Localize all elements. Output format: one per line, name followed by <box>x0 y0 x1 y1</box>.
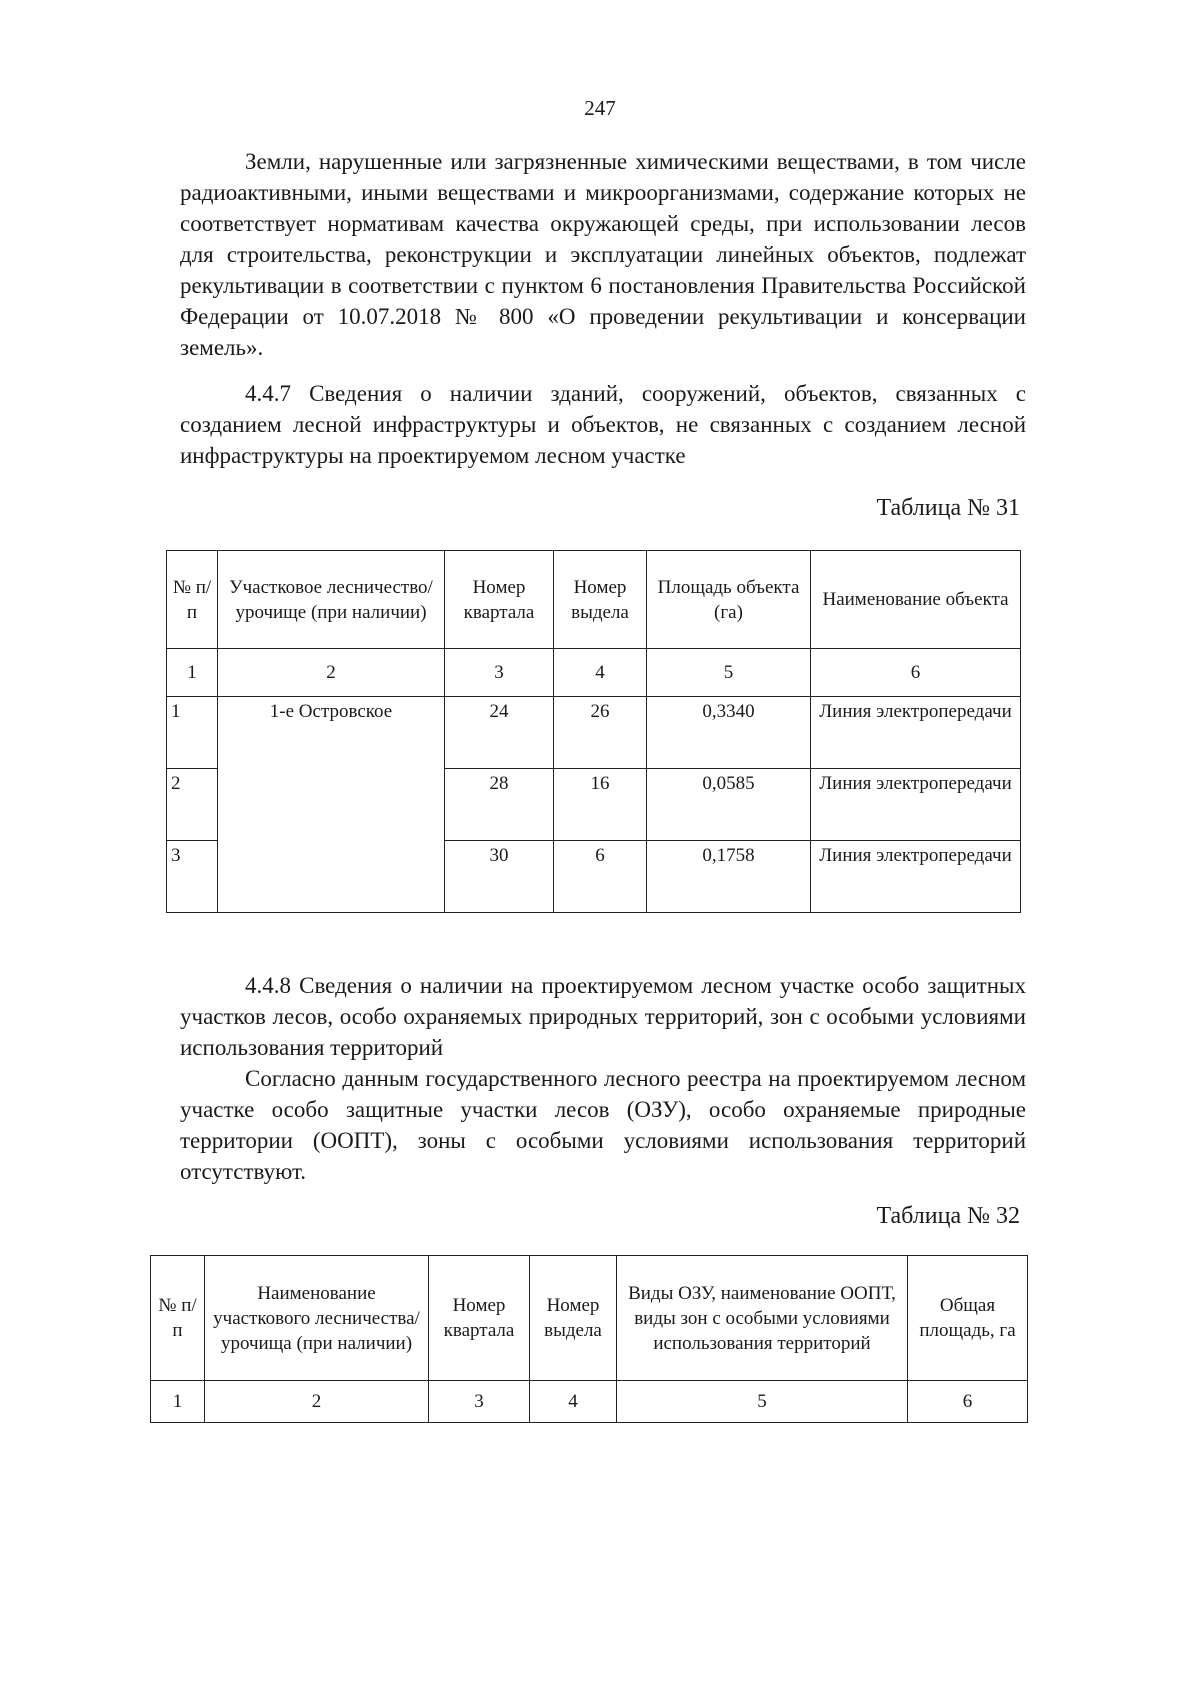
header-cell: Наименование участкового лесничества/урочища (при наличии) <box>205 1256 429 1381</box>
header-cell: № п/п <box>151 1256 205 1381</box>
cell: 3 <box>429 1381 530 1423</box>
cell: 5 <box>647 649 811 697</box>
table-31 <box>166 550 1021 913</box>
section-heading: 4.4.7 Сведения о наличии зданий, сооружений, объектов, связанных с созданием лесной инфраструктуры и объектов, не связанных с созданием лесной инфраструктуры на проектируемом лесном участке <box>180 381 1026 468</box>
cell: Линия электропередачи <box>811 841 1021 913</box>
table-header-row <box>151 1256 1028 1381</box>
cell: 2 <box>167 769 218 841</box>
table-row <box>167 697 1021 769</box>
cell: Линия электропередачи <box>811 697 1021 769</box>
table-32 <box>150 1255 1028 1423</box>
cell: 5 <box>617 1381 908 1423</box>
numbering-row <box>151 1381 1028 1423</box>
header-cell: Общая площадь, га <box>908 1256 1028 1381</box>
cell: 0,0585 <box>647 769 811 841</box>
cell: 6 <box>811 649 1021 697</box>
table-31-label: Таблица № 31 <box>876 495 1020 521</box>
cell: 6 <box>554 841 647 913</box>
cell: 30 <box>445 841 554 913</box>
cell: 0,3340 <box>647 697 811 769</box>
forestry-cell: 1-е Островское <box>218 697 445 913</box>
section-heading: 4.4.8 Сведения о наличии на проектируемом лесном участке особо защитных участков лесов, особо охраняемых природных территорий, зон с особыми условиями использования территорий <box>180 973 1026 1060</box>
table-32-label: Таблица № 32 <box>876 1203 1020 1229</box>
table-header-row <box>167 551 1021 649</box>
cell: 2 <box>205 1381 429 1423</box>
cell: 6 <box>908 1381 1028 1423</box>
header-cell: Площадь объекта (га) <box>647 551 811 649</box>
cell: 4 <box>530 1381 617 1423</box>
header-cell: Номер квартала <box>445 551 554 649</box>
section-4-4-7 <box>180 378 1026 471</box>
cell: 1 <box>167 649 218 697</box>
numbering-row <box>167 649 1021 697</box>
header-cell: Номер выдела <box>530 1256 617 1381</box>
section-4-4-8 <box>180 970 1026 1187</box>
cell: 4 <box>554 649 647 697</box>
paragraph-recultivation <box>180 146 1026 363</box>
cell: 28 <box>445 769 554 841</box>
paragraph-text: Земли, нарушенные или загрязненные химическими веществами, в том числе радиоактивными, иными веществами и микроорганизмами, содержание которых не соответствует нормативам качества окружающей среды, при использовании лесов для строительства, реконструкции и эксплуатации линейных объектов, подлежат рекультивации в соответствии с пунктом 6 постановления Правительства Российской Федерации от 10.07.2018 № 800 «О проведении рекультивации и консервации земель». <box>180 149 1026 360</box>
header-cell: Номер квартала <box>429 1256 530 1381</box>
header-cell: Участковое лесничество/урочище (при наличии) <box>218 551 445 649</box>
header-cell: Виды ОЗУ, наименование ООПТ, виды зон с особыми условиями использования территорий <box>617 1256 908 1381</box>
cell: 16 <box>554 769 647 841</box>
cell: 1 <box>151 1381 205 1423</box>
cell: 0,1758 <box>647 841 811 913</box>
header-cell: Наименование объекта <box>811 551 1021 649</box>
page-number: 247 <box>584 96 616 120</box>
cell: 3 <box>167 841 218 913</box>
cell: 26 <box>554 697 647 769</box>
paragraph-text: Согласно данным государственного лесного реестра на проектируемом лесном участке особо защитные участки лесов (ОЗУ), особо охраняемые природные территории (ООПТ), зоны с особыми условиями использования территорий отсутствуют. <box>180 1066 1026 1184</box>
cell: 1 <box>167 697 218 769</box>
header-cell: Номер выдела <box>554 551 647 649</box>
cell: 24 <box>445 697 554 769</box>
cell: Линия электропередачи <box>811 769 1021 841</box>
cell: 3 <box>445 649 554 697</box>
header-cell: № п/п <box>167 551 218 649</box>
cell: 2 <box>218 649 445 697</box>
